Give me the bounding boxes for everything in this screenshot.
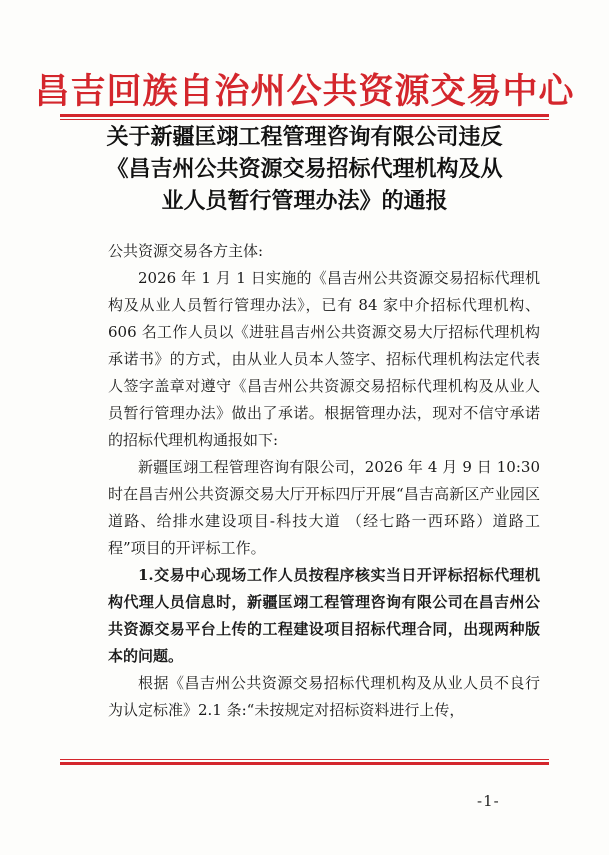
paragraph-3: 1.交易中心现场工作人员按程序核实当日开评标招标代理机构代理人员信息时，新疆匡翊工程管理咨询有限公司在昌吉州公共资源交易平台上传的工程建设项目招标代理合同，出现两种版本的问题。 [108, 566, 540, 665]
masthead-organization: 昌吉回族自治州公共资源交易中心 [34, 71, 575, 112]
masthead-rule-thick [60, 114, 549, 117]
document-body [108, 238, 540, 724]
title-line-3: 业人员暂行管理办法》的通报 [161, 188, 448, 214]
document-title [0, 121, 609, 217]
paragraph-2: 新疆匡翊工程管理咨询有限公司，2026 年 4 月 9 日 10:30 时在昌吉州公共资源交易大厅开标四厅开展“昌吉高新区产业园区道路、给排水建设项目-科技大道 （经七路一西环路）道路工程”项目的开评标工作。 [108, 458, 540, 557]
page-number: -1- [477, 792, 500, 810]
footer-rule-thin [60, 759, 549, 760]
title-line-2: 《昌吉州公共资源交易招标代理机构及从 [106, 156, 503, 182]
paragraph-4: 根据《昌吉州公共资源交易招标代理机构及从业人员不良行为认定标准》2.1 条:“未按规定对招标资料进行上传， [108, 674, 540, 719]
footer-rule-thick [60, 762, 549, 765]
paragraph-1: 2026 年 1 月 1 日实施的《昌吉州公共资源交易招标代理机构及从业人员暂行管理办法》，已有 84 家中介招标代理机构、606 名工作人员以《进驻昌吉州公共资源交易大厅招标代理机构承诺书》的方式，由从业人员本人签字、招标代理机构法定代表人签字盖章对遵守《昌吉州公共资源交易招标代理机构及从业人员暂行管理办法》做出了承诺。根据管理办法，现对不信守承诺的招标代理机构通报如下: [108, 269, 540, 449]
masthead-rule-thin [60, 119, 549, 120]
salutation: 公共资源交易各方主体: [108, 242, 264, 260]
title-line-1: 关于新疆匡翊工程管理咨询有限公司违反 [106, 124, 503, 150]
